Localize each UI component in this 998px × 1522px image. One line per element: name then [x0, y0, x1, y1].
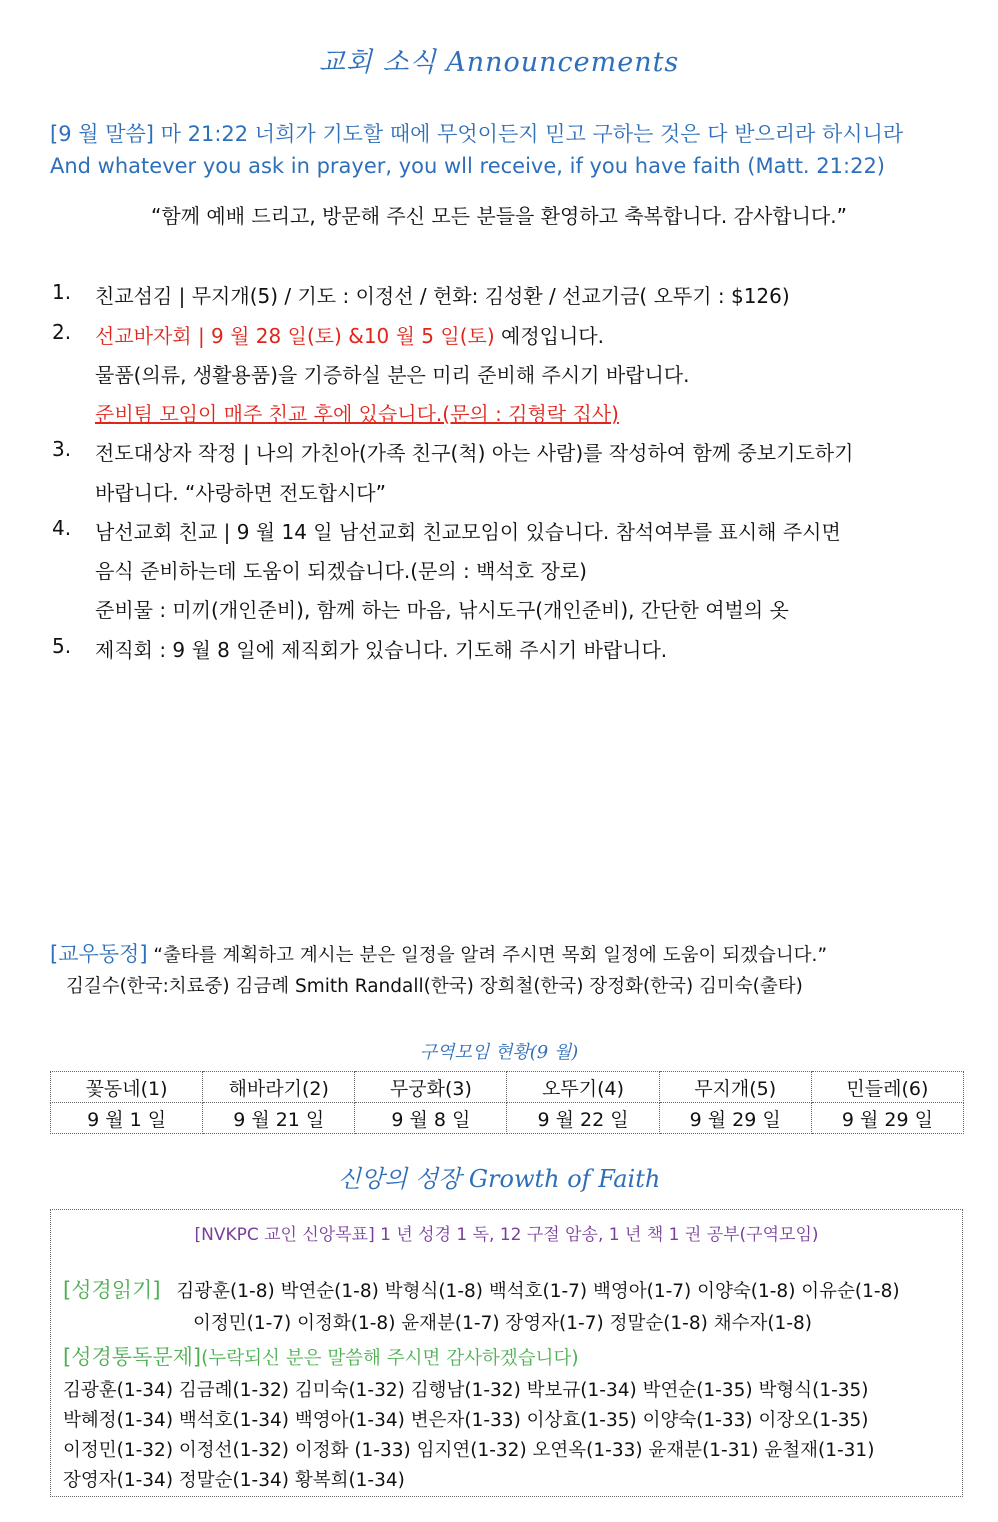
- bazaar-line: 물품(의류, 생활용품)을 기증하실 분은 미리 준비해 주시기 바랍니다.: [95, 363, 690, 387]
- quiz-list: 김광훈(1-34) 김금례(1-32) 김미숙(1-32) 김행남(1-32) 박보규(1-34) 박연순(1-35) 박형식(1-35): [63, 1380, 869, 1401]
- item-number: 4.: [52, 516, 72, 540]
- quiz-list: 장영자(1-34) 정말순(1-34) 황복희(1-34): [63, 1470, 405, 1491]
- verse-korean: [9 월 말씀] 마 21:22 너희가 기도할 때에 무엇이든지 믿고 구하는 것은 다 받으리라 하시니라: [50, 122, 904, 146]
- evangelism-line: 바랍니다. “사랑하면 전도합시다”: [95, 481, 386, 505]
- group-name: 무지개(5): [659, 1072, 811, 1103]
- quiz-row: [63, 1341, 579, 1371]
- members-label: [교우동정]: [50, 942, 148, 966]
- group-date: 9 월 21 일: [203, 1103, 355, 1134]
- reading-list: 김광훈(1-8) 박연순(1-8) 박형식(1-8) 백석호(1-7) 백영아(1-7) 이양숙(1-8) 이유순(1-8): [176, 1281, 900, 1302]
- mens-fellowship-line: 음식 준비하는데 도움이 되겠습니다.(문의 : 백석호 장로): [95, 559, 587, 583]
- group-date: 9 월 29 일: [659, 1103, 811, 1134]
- announcement-mens-fellowship: 남선교회 친교 | 9 월 14 일 남선교회 친교모임이 있습니다. 참석여부를 표시해 주시면: [95, 520, 841, 544]
- group-name: 오뚜기(4): [507, 1072, 659, 1103]
- item-number: 5.: [52, 634, 72, 658]
- bazaar-team-line: 준비팀 모임이 매주 친교 후에 있습니다.(문의 : 김형락 집사): [95, 402, 619, 426]
- quiz-label: [성경통독문제]: [63, 1345, 202, 1369]
- announcement-officers-meeting: 제직회 : 9 월 8 일에 제직회가 있습니다. 기도해 주시기 바랍니다.: [95, 638, 668, 662]
- verse-english: And whatever you ask in prayer, you wll receive, if you have faith (Matt. 21:22): [50, 154, 885, 178]
- group-name: 무궁화(3): [355, 1072, 507, 1103]
- faith-box: [50, 1209, 963, 1497]
- members-list: 김길수(한국:치료중) 김금례 Smith Randall(한국) 장희철(한국) 장정화(한국) 김미숙(출타): [66, 976, 803, 997]
- reading-row: [63, 1274, 900, 1304]
- groups-title: 구역모임 현황(9 월): [419, 1042, 579, 1063]
- group-date: 9 월 29 일: [811, 1103, 963, 1134]
- item-number: 2.: [52, 320, 72, 344]
- reading-label: [성경읽기]: [63, 1278, 161, 1302]
- quiz-list: 이정민(1-32) 이정선(1-32) 이정화 (1-33) 임지연(1-32) 오연옥(1-33) 윤재분(1-31) 윤철재(1-31): [63, 1440, 875, 1461]
- group-name: 꽃동네(1): [51, 1072, 203, 1103]
- faith-goal: [NVKPC 교인 신앙목표] 1 년 성경 1 독, 12 구절 암송, 1 년 책 1 권 공부(구역모임): [194, 1225, 819, 1245]
- table-row: [51, 1072, 964, 1103]
- group-date: 9 월 8 일: [355, 1103, 507, 1134]
- bazaar-rest: 예정입니다.: [494, 324, 604, 348]
- announcement-evangelism: 전도대상자 작정 | 나의 가친아(가족 친구(척) 아는 사람)를 작성하여 함께 중보기도하기: [95, 441, 854, 465]
- quiz-list: 박혜정(1-34) 백석호(1-34) 백영아(1-34) 변은자(1-33) 이상효(1-35) 이양숙(1-33) 이장오(1-35): [63, 1410, 869, 1431]
- members-note: “출타를 계획하고 계시는 분은 일정을 알려 주시면 목회 일정에 도움이 되겠습니다.”: [153, 945, 828, 966]
- mens-fellowship-line: 준비물 : 미끼(개인준비), 함께 하는 마음, 낚시도구(개인준비), 간단한 여벌의 옷: [95, 598, 789, 622]
- faith-title: 신앙의 성장 Growth of Faith: [337, 1165, 661, 1193]
- quiz-note: (누락되신 분은 말씀해 주시면 감사하겠습니다): [201, 1348, 579, 1369]
- group-date: 9 월 22 일: [507, 1103, 659, 1134]
- welcome-message: “함께 예배 드리고, 방문해 주신 모든 분들을 환영하고 축복합니다. 감사합니다.”: [151, 204, 847, 228]
- page-title: 교회 소식 Announcements: [318, 47, 680, 78]
- group-name: 민들레(6): [811, 1072, 963, 1103]
- bazaar-highlight: 선교바자회 | 9 월 28 일(토) &10 월 5 일(토): [95, 324, 495, 348]
- table-row: [51, 1103, 964, 1134]
- reading-list: 이정민(1-7) 이정화(1-8) 윤재분(1-7) 장영자(1-7) 정말순(1-8) 채수자(1-8): [193, 1313, 812, 1334]
- announcement-bazaar: [95, 320, 604, 349]
- item-number: 1.: [52, 280, 72, 304]
- announcement-fellowship: 친교섬김 | 무지개(5) / 기도 : 이정선 / 헌화: 김성환 / 선교기금( 오뚜기 : $126): [95, 284, 790, 308]
- groups-table: [50, 1071, 964, 1134]
- group-date: 9 월 1 일: [51, 1103, 203, 1134]
- members-news: [50, 938, 827, 968]
- item-number: 3.: [52, 437, 72, 461]
- group-name: 해바라기(2): [203, 1072, 355, 1103]
